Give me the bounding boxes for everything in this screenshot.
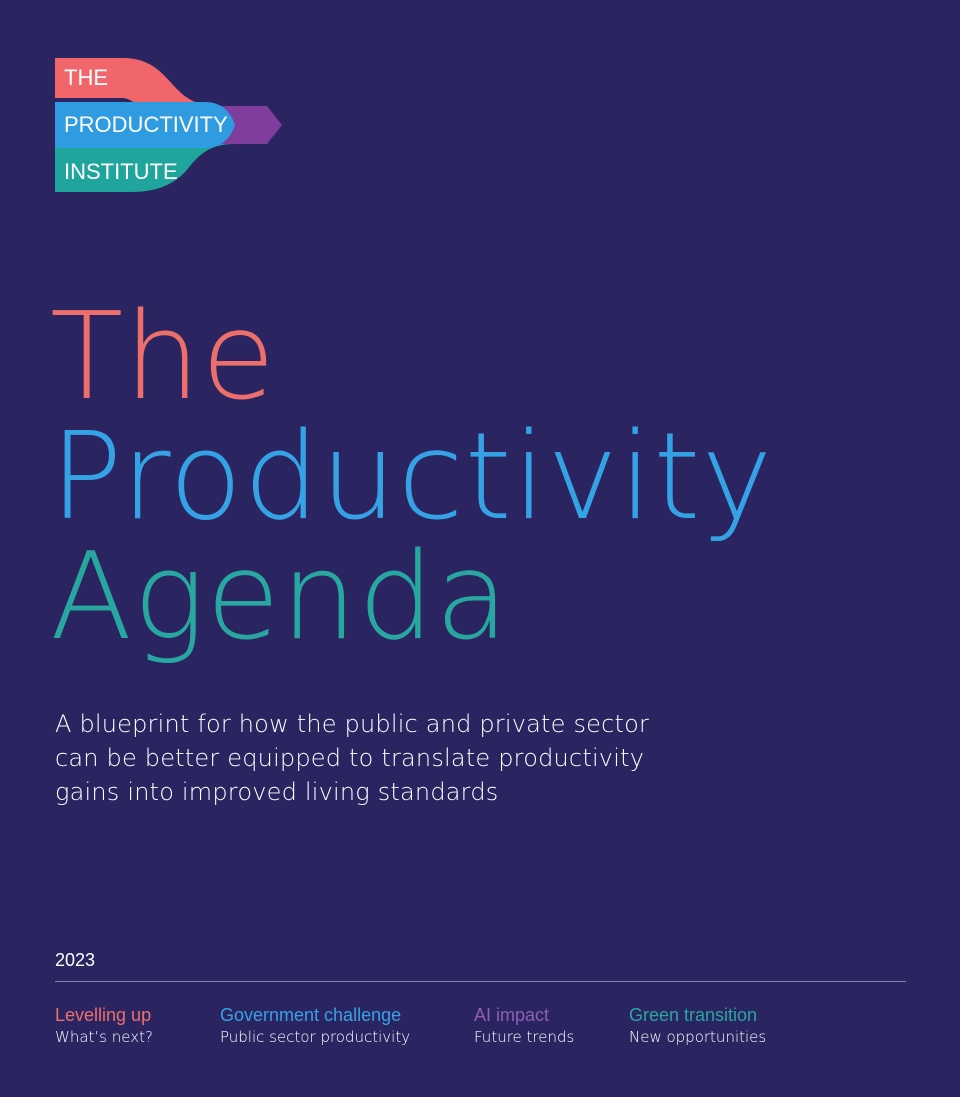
logo-text-institute: INSTITUTE: [64, 159, 178, 184]
footer-divider: [55, 981, 906, 982]
title-line-the: The: [50, 288, 277, 427]
topic-subtitle: Public sector productivity: [220, 1028, 411, 1046]
topic-title: AI impact: [474, 1005, 550, 1025]
topic-title: Green transition: [629, 1005, 758, 1025]
institute-logo: [55, 58, 285, 196]
subtitle: A blueprint for how the public and private sector can be better equipped to translate productivity gains into improved living standards: [55, 710, 650, 806]
topic-title: Government challenge: [220, 1005, 402, 1025]
publication-year: 2023: [55, 950, 96, 970]
topic-green-transition: [629, 1004, 766, 1048]
topic-subtitle: Future trends: [474, 1028, 575, 1046]
topic-levelling-up: [55, 1004, 153, 1048]
title-line-agenda: Agenda: [50, 528, 510, 667]
title-line-productivity: Productivity: [50, 408, 774, 547]
logo-text-productivity: PRODUCTIVITY: [64, 112, 228, 137]
logo-text-the: THE: [64, 65, 108, 90]
topic-subtitle: What’s next?: [55, 1028, 153, 1046]
topic-ai-impact: [474, 1004, 574, 1048]
topic-title: Levelling up: [55, 1005, 152, 1025]
topic-subtitle: New opportunities: [629, 1028, 767, 1046]
topic-government-challenge: [220, 1004, 410, 1048]
